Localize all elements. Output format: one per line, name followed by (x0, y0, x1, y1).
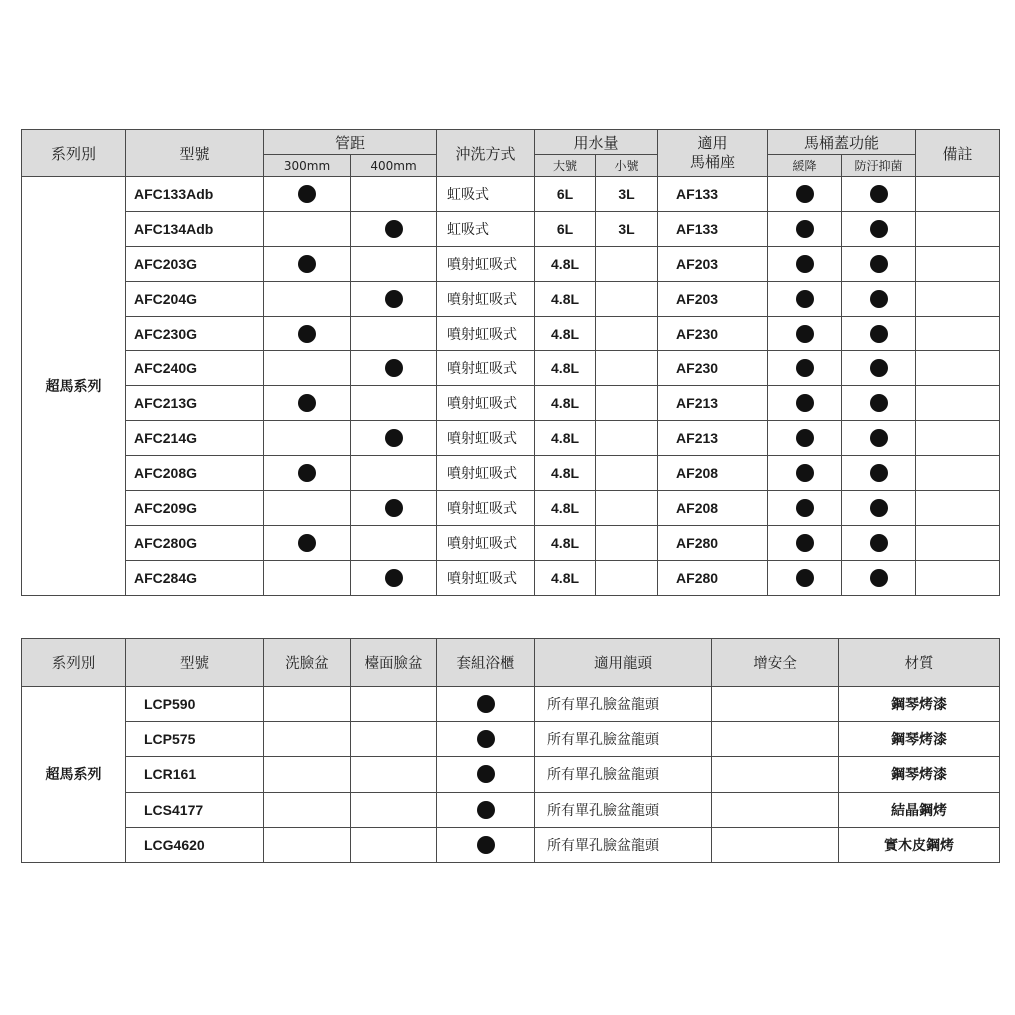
series-cell: 超馬系列 (22, 687, 126, 863)
flush-cell: 噴射虹吸式 (437, 525, 535, 560)
header-lid-function: 馬桶蓋功能 (768, 130, 916, 155)
table-row (22, 722, 1000, 757)
water-big-cell: 6L (535, 177, 596, 212)
flush-cell: 噴射虹吸式 (437, 491, 535, 526)
filled-circle-icon (477, 765, 495, 783)
cabinet-set-cell (437, 827, 535, 862)
material-cell: 實木皮鋼烤 (839, 827, 1000, 862)
filled-circle-icon (870, 569, 888, 587)
model-cell: AFC230G (126, 316, 264, 351)
water-big-cell: 6L (535, 211, 596, 246)
filled-circle-icon (870, 394, 888, 412)
filled-circle-icon (796, 255, 814, 273)
water-small-cell: 3L (596, 211, 658, 246)
table-row (22, 456, 1000, 491)
model-cell: AFC134Adb (126, 211, 264, 246)
header-flush-type: 沖洗方式 (437, 130, 535, 177)
filled-circle-icon (796, 429, 814, 447)
seat-cell: AF230 (658, 351, 768, 386)
lid-slow-cell (768, 491, 842, 526)
pipe-300-cell (264, 211, 351, 246)
lid-anti-cell (842, 386, 916, 421)
lid-slow-cell (768, 316, 842, 351)
model-cell: AFC133Adb (126, 177, 264, 212)
header-lid-anti: 防汙抑菌 (842, 155, 916, 177)
filled-circle-icon (870, 220, 888, 238)
seat-cell: AF213 (658, 421, 768, 456)
pipe-300-cell (264, 351, 351, 386)
filled-circle-icon (298, 464, 316, 482)
model-cell: LCR161 (126, 757, 264, 792)
safety-cell (712, 757, 839, 792)
seat-cell: AF203 (658, 281, 768, 316)
basin-cell (264, 792, 351, 827)
seat-cell: AF203 (658, 246, 768, 281)
notes-cell (916, 316, 1000, 351)
faucet-cell: 所有單孔臉盆龍頭 (535, 687, 712, 722)
water-big-cell: 4.8L (535, 456, 596, 491)
counter-basin-cell (351, 827, 437, 862)
notes-cell (916, 211, 1000, 246)
filled-circle-icon (298, 534, 316, 552)
filled-circle-icon (796, 464, 814, 482)
flush-cell: 噴射虹吸式 (437, 560, 535, 595)
table-row (22, 386, 1000, 421)
table-row (22, 177, 1000, 212)
lid-anti-cell (842, 246, 916, 281)
model-cell: AFC203G (126, 246, 264, 281)
safety-cell (712, 687, 839, 722)
faucet-cell: 所有單孔臉盆龍頭 (535, 757, 712, 792)
filled-circle-icon (477, 730, 495, 748)
water-small-cell (596, 421, 658, 456)
water-small-cell: 3L (596, 177, 658, 212)
faucet-cell: 所有單孔臉盆龍頭 (535, 827, 712, 862)
header-pipe-300: 300mm (264, 155, 351, 177)
pipe-300-cell (264, 316, 351, 351)
pipe-300-cell (264, 386, 351, 421)
filled-circle-icon (870, 325, 888, 343)
model-cell: AFC204G (126, 281, 264, 316)
counter-basin-cell (351, 722, 437, 757)
header-material: 材質 (839, 639, 1000, 687)
header-lid-slow: 緩降 (768, 155, 842, 177)
pipe-400-cell (351, 525, 437, 560)
lid-slow-cell (768, 177, 842, 212)
model-cell: AFC208G (126, 456, 264, 491)
series-cell: 超馬系列 (22, 177, 126, 596)
cabinet-set-cell (437, 757, 535, 792)
pipe-400-cell (351, 560, 437, 595)
filled-circle-icon (870, 255, 888, 273)
filled-circle-icon (870, 534, 888, 552)
pipe-400-cell (351, 386, 437, 421)
filled-circle-icon (385, 220, 403, 238)
model-cell: AFC213G (126, 386, 264, 421)
seat-cell: AF133 (658, 177, 768, 212)
filled-circle-icon (796, 185, 814, 203)
header-notes: 備註 (916, 130, 1000, 177)
lid-anti-cell (842, 421, 916, 456)
seat-cell: AF208 (658, 491, 768, 526)
pipe-400-cell (351, 246, 437, 281)
filled-circle-icon (796, 290, 814, 308)
table-row (22, 211, 1000, 246)
seat-cell: AF213 (658, 386, 768, 421)
table-row (22, 687, 1000, 722)
water-big-cell: 4.8L (535, 351, 596, 386)
lid-anti-cell (842, 456, 916, 491)
water-big-cell: 4.8L (535, 525, 596, 560)
lid-anti-cell (842, 351, 916, 386)
table-row (22, 246, 1000, 281)
water-big-cell: 4.8L (535, 560, 596, 595)
notes-cell (916, 491, 1000, 526)
water-small-cell (596, 525, 658, 560)
filled-circle-icon (385, 359, 403, 377)
cabinet-spec-table (21, 638, 1000, 863)
flush-cell: 噴射虹吸式 (437, 351, 535, 386)
filled-circle-icon (477, 801, 495, 819)
cabinet-set-cell (437, 687, 535, 722)
basin-cell (264, 757, 351, 792)
counter-basin-cell (351, 757, 437, 792)
pipe-400-cell (351, 351, 437, 386)
seat-cell: AF230 (658, 316, 768, 351)
filled-circle-icon (298, 255, 316, 273)
filled-circle-icon (477, 836, 495, 854)
seat-cell: AF208 (658, 456, 768, 491)
lid-anti-cell (842, 281, 916, 316)
table-row (22, 491, 1000, 526)
water-small-cell (596, 281, 658, 316)
model-cell: LCS4177 (126, 792, 264, 827)
faucet-cell: 所有單孔臉盆龍頭 (535, 722, 712, 757)
water-small-cell (596, 386, 658, 421)
flush-cell: 噴射虹吸式 (437, 386, 535, 421)
header-counter-basin: 檯面臉盆 (351, 639, 437, 687)
seat-cell: AF280 (658, 525, 768, 560)
water-small-cell (596, 246, 658, 281)
notes-cell (916, 386, 1000, 421)
pipe-400-cell (351, 211, 437, 246)
lid-anti-cell (842, 316, 916, 351)
table-row (22, 827, 1000, 862)
pipe-300-cell (264, 525, 351, 560)
lid-slow-cell (768, 560, 842, 595)
filled-circle-icon (298, 394, 316, 412)
lid-slow-cell (768, 456, 842, 491)
header-model: 型號 (126, 639, 264, 687)
safety-cell (712, 792, 839, 827)
water-big-cell: 4.8L (535, 316, 596, 351)
filled-circle-icon (796, 534, 814, 552)
water-small-cell (596, 456, 658, 491)
flush-cell: 噴射虹吸式 (437, 421, 535, 456)
lid-slow-cell (768, 525, 842, 560)
header-pipe-400: 400mm (351, 155, 437, 177)
header-pipe-distance: 管距 (264, 130, 437, 155)
header-water-usage: 用水量 (535, 130, 658, 155)
notes-cell (916, 177, 1000, 212)
water-big-cell: 4.8L (535, 246, 596, 281)
header-series: 系列別 (22, 639, 126, 687)
notes-cell (916, 246, 1000, 281)
counter-basin-cell (351, 687, 437, 722)
header-series: 系列別 (22, 130, 126, 177)
filled-circle-icon (870, 464, 888, 482)
lid-anti-cell (842, 177, 916, 212)
notes-cell (916, 421, 1000, 456)
pipe-400-cell (351, 421, 437, 456)
flush-cell: 虹吸式 (437, 177, 535, 212)
header-water-small: 小號 (596, 155, 658, 177)
water-big-cell: 4.8L (535, 421, 596, 456)
material-cell: 結晶鋼烤 (839, 792, 1000, 827)
lid-anti-cell (842, 560, 916, 595)
lid-anti-cell (842, 491, 916, 526)
model-cell: AFC240G (126, 351, 264, 386)
pipe-400-cell (351, 456, 437, 491)
pipe-300-cell (264, 281, 351, 316)
lid-slow-cell (768, 246, 842, 281)
filled-circle-icon (477, 695, 495, 713)
water-small-cell (596, 491, 658, 526)
basin-cell (264, 827, 351, 862)
filled-circle-icon (796, 394, 814, 412)
basin-cell (264, 687, 351, 722)
water-small-cell (596, 560, 658, 595)
table-row (22, 560, 1000, 595)
table-row (22, 525, 1000, 560)
table-row (22, 316, 1000, 351)
model-cell: AFC209G (126, 491, 264, 526)
model-cell: AFC280G (126, 525, 264, 560)
lid-slow-cell (768, 351, 842, 386)
filled-circle-icon (870, 290, 888, 308)
model-cell: AFC284G (126, 560, 264, 595)
flush-cell: 噴射虹吸式 (437, 281, 535, 316)
pipe-300-cell (264, 177, 351, 212)
lid-anti-cell (842, 525, 916, 560)
safety-cell (712, 722, 839, 757)
pipe-400-cell (351, 316, 437, 351)
seat-cell: AF280 (658, 560, 768, 595)
filled-circle-icon (796, 220, 814, 238)
filled-circle-icon (796, 325, 814, 343)
seat-cell: AF133 (658, 211, 768, 246)
lid-slow-cell (768, 281, 842, 316)
model-cell: LCG4620 (126, 827, 264, 862)
table-row (22, 421, 1000, 456)
flush-cell: 噴射虹吸式 (437, 456, 535, 491)
material-cell: 鋼琴烤漆 (839, 687, 1000, 722)
header-faucet: 適用龍頭 (535, 639, 712, 687)
header-basin: 洗臉盆 (264, 639, 351, 687)
pipe-300-cell (264, 491, 351, 526)
cabinet-set-cell (437, 792, 535, 827)
lid-anti-cell (842, 211, 916, 246)
filled-circle-icon (385, 569, 403, 587)
pipe-300-cell (264, 246, 351, 281)
lid-slow-cell (768, 386, 842, 421)
filled-circle-icon (796, 499, 814, 517)
filled-circle-icon (870, 359, 888, 377)
model-cell: LCP590 (126, 687, 264, 722)
pipe-400-cell (351, 177, 437, 212)
counter-basin-cell (351, 792, 437, 827)
pipe-300-cell (264, 456, 351, 491)
filled-circle-icon (870, 185, 888, 203)
header-model: 型號 (126, 130, 264, 177)
filled-circle-icon (870, 429, 888, 447)
filled-circle-icon (385, 290, 403, 308)
toilet-spec-table (21, 129, 1000, 596)
water-big-cell: 4.8L (535, 386, 596, 421)
pipe-400-cell (351, 281, 437, 316)
flush-cell: 噴射虹吸式 (437, 316, 535, 351)
material-cell: 鋼琴烤漆 (839, 722, 1000, 757)
table-row (22, 792, 1000, 827)
header-cabinet-set: 套組浴櫃 (437, 639, 535, 687)
water-big-cell: 4.8L (535, 491, 596, 526)
flush-cell: 虹吸式 (437, 211, 535, 246)
pipe-300-cell (264, 421, 351, 456)
lid-slow-cell (768, 421, 842, 456)
notes-cell (916, 351, 1000, 386)
cabinet-table-body (22, 687, 1000, 863)
header-safety: 增安全 (712, 639, 839, 687)
water-big-cell: 4.8L (535, 281, 596, 316)
toilet-table-body (22, 177, 1000, 596)
filled-circle-icon (796, 569, 814, 587)
water-small-cell (596, 351, 658, 386)
flush-cell: 噴射虹吸式 (437, 246, 535, 281)
lid-slow-cell (768, 211, 842, 246)
pipe-400-cell (351, 491, 437, 526)
faucet-cell: 所有單孔臉盆龍頭 (535, 792, 712, 827)
water-small-cell (596, 316, 658, 351)
notes-cell (916, 281, 1000, 316)
pipe-300-cell (264, 560, 351, 595)
notes-cell (916, 456, 1000, 491)
filled-circle-icon (385, 429, 403, 447)
filled-circle-icon (298, 325, 316, 343)
table-row (22, 281, 1000, 316)
notes-cell (916, 525, 1000, 560)
filled-circle-icon (298, 185, 316, 203)
notes-cell (916, 560, 1000, 595)
filled-circle-icon (870, 499, 888, 517)
model-cell: LCP575 (126, 722, 264, 757)
filled-circle-icon (796, 359, 814, 377)
material-cell: 鋼琴烤漆 (839, 757, 1000, 792)
basin-cell (264, 722, 351, 757)
model-cell: AFC214G (126, 421, 264, 456)
safety-cell (712, 827, 839, 862)
cabinet-set-cell (437, 722, 535, 757)
header-seat: 適用 馬桶座 (658, 130, 768, 177)
table-row (22, 351, 1000, 386)
table-row (22, 757, 1000, 792)
header-water-big: 大號 (535, 155, 596, 177)
filled-circle-icon (385, 499, 403, 517)
